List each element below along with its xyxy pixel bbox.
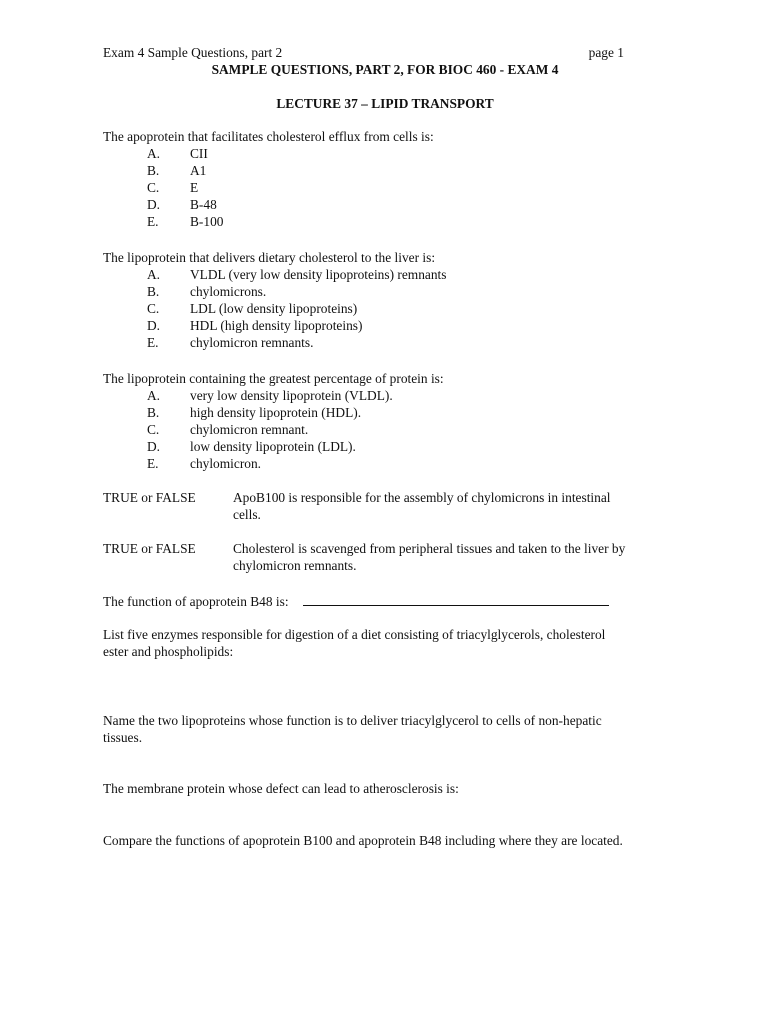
option-letter: A. <box>147 267 161 282</box>
fill-blank-question <box>103 592 683 610</box>
option-text: very low density lipoprotein (VLDL). <box>190 388 393 403</box>
option-text: A1 <box>190 163 207 178</box>
answer-option <box>103 334 683 351</box>
lecture-heading: LECTURE 37 – LIPID TRANSPORT <box>276 96 494 111</box>
option-letter: A. <box>147 388 161 403</box>
header-left-text: Exam 4 Sample Questions, part 2 <box>103 45 283 60</box>
option-text: E <box>190 180 199 195</box>
question-3 <box>103 370 683 472</box>
question-line: List five enzymes responsible for digestion of a diet consisting of triacylglycerols, cholesterol <box>103 627 606 642</box>
option-letter: B. <box>147 405 160 420</box>
option-text: chylomicrons. <box>190 284 267 299</box>
option-text: high density lipoprotein (HDL). <box>190 405 362 420</box>
option-letter: D. <box>147 439 161 454</box>
answer-option <box>103 317 683 334</box>
open-question-2 <box>103 712 683 746</box>
answer-option <box>103 179 683 196</box>
answer-option <box>103 283 683 300</box>
answer-option <box>103 455 683 472</box>
true-false-statement <box>233 489 673 523</box>
answer-option <box>103 438 683 455</box>
option-letter: B. <box>147 163 160 178</box>
option-letter: C. <box>147 180 160 195</box>
answer-options <box>103 266 683 351</box>
option-text: VLDL (very low density lipoproteins) remnants <box>190 267 447 282</box>
true-false-label: TRUE or FALSE <box>103 490 196 505</box>
answer-option <box>103 145 683 162</box>
true-false-question-2 <box>103 540 683 574</box>
option-letter: E. <box>147 214 159 229</box>
true-false-question-1 <box>103 489 683 523</box>
answer-option <box>103 213 683 230</box>
option-letter: B. <box>147 284 160 299</box>
option-text: chylomicron. <box>190 456 262 471</box>
answer-blank-line <box>303 592 609 606</box>
answer-options <box>103 145 683 230</box>
answer-options <box>103 387 683 472</box>
question-line: ester and phospholipids: <box>103 644 234 659</box>
question-line: The membrane protein whose defect can lead to atherosclerosis is: <box>103 781 459 796</box>
question-line: Compare the functions of apoprotein B100 and apoprotein B48 including where they are located. <box>103 833 623 848</box>
option-text: chylomicron remnant. <box>190 422 309 437</box>
option-letter: E. <box>147 456 159 471</box>
option-text: B-48 <box>190 197 217 212</box>
question-stem: The lipoprotein containing the greatest percentage of protein is: <box>103 371 444 386</box>
statement-line: chylomicron remnants. <box>233 558 357 573</box>
answer-option <box>103 387 683 404</box>
option-letter: C. <box>147 422 160 437</box>
option-letter: D. <box>147 318 161 333</box>
question-stem: The apoprotein that facilitates cholesterol efflux from cells is: <box>103 129 434 144</box>
question-line: tissues. <box>103 730 143 745</box>
open-question-3 <box>103 780 683 797</box>
true-false-label: TRUE or FALSE <box>103 541 196 556</box>
option-text: LDL (low density lipoproteins) <box>190 301 358 316</box>
statement-line: cells. <box>233 507 261 522</box>
option-text: low density lipoprotein (LDL). <box>190 439 356 454</box>
option-text: CII <box>190 146 208 161</box>
statement-line: ApoB100 is responsible for the assembly of chylomicrons in intestinal <box>233 490 611 505</box>
option-letter: E. <box>147 335 159 350</box>
page-number: page 1 <box>588 45 624 60</box>
statement-line: Cholesterol is scavenged from peripheral tissues and taken to the liver by <box>233 541 626 556</box>
option-text: B-100 <box>190 214 224 229</box>
question-line: Name the two lipoproteins whose function is to deliver triacylglycerol to cells of non-hepatic <box>103 713 602 728</box>
option-letter: C. <box>147 301 160 316</box>
answer-option <box>103 196 683 213</box>
answer-option <box>103 266 683 283</box>
open-question-1 <box>103 626 683 660</box>
answer-option <box>103 300 683 317</box>
answer-option <box>103 162 683 179</box>
question-1 <box>103 128 683 230</box>
fill-blank-prompt: The function of apoprotein B48 is: <box>103 594 289 609</box>
answer-option <box>103 404 683 421</box>
answer-option <box>103 421 683 438</box>
question-stem: The lipoprotein that delivers dietary cholesterol to the liver is: <box>103 250 436 265</box>
option-letter: A. <box>147 146 161 161</box>
question-2 <box>103 249 683 351</box>
open-question-4 <box>103 832 703 849</box>
option-text: chylomicron remnants. <box>190 335 314 350</box>
option-text: HDL (high density lipoproteins) <box>190 318 363 333</box>
true-false-statement <box>233 540 673 574</box>
document-title: SAMPLE QUESTIONS, PART 2, FOR BIOC 460 - EXAM 4 <box>211 62 559 77</box>
option-letter: D. <box>147 197 161 212</box>
